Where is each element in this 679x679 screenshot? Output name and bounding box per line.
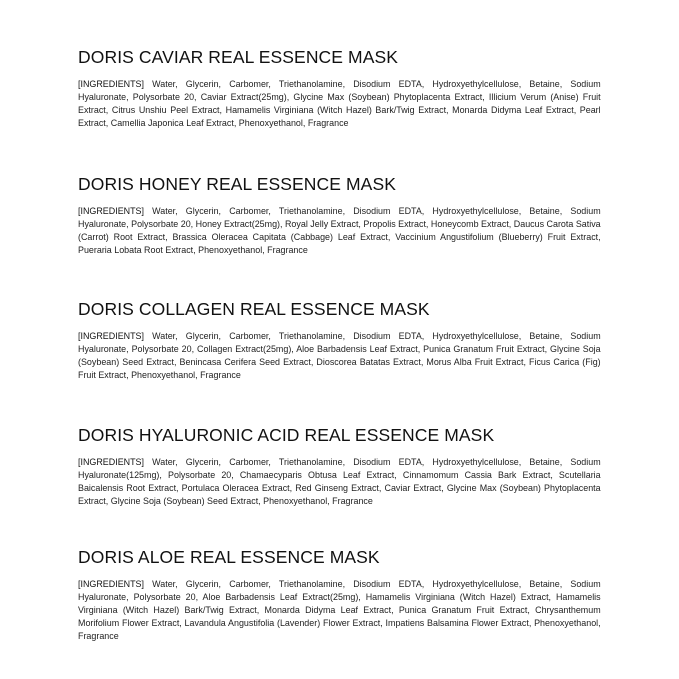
ingredients-label: [INGREDIENTS] bbox=[78, 79, 144, 90]
product-title: DORIS HYALURONIC ACID REAL ESSENCE MASK bbox=[78, 425, 495, 445]
ingredients-label: [INGREDIENTS] bbox=[78, 579, 144, 590]
ingredients-list: Water, Glycerin, Carbomer, Triethanolamine, Disodium EDTA, Hydroxyethylcellulose, Betaine, Sodium Hyaluronate, Polysorbate 20, Aloe Barbadensis Leaf Extract(25mg), Hamamelis Virginiana (Witch Hazel) Extract, Hamamelis Virginiana (Witch Hazel) Bark/Twig Extract, Monarda Didyma Leaf Extract, Punica Granatum Fruit Extract, Chrysanthemum Morifolium Flower Extract, Lavandula Angustifolia (Lavender) Flower Extract, Impatiens Balsamina Flower Extract, Phenoxyethanol, Fragrance bbox=[78, 579, 601, 643]
product-title: DORIS COLLAGEN REAL ESSENCE MASK bbox=[78, 299, 430, 319]
ingredients-text bbox=[78, 78, 601, 130]
product-title: DORIS ALOE REAL ESSENCE MASK bbox=[78, 547, 380, 567]
product-title: DORIS CAVIAR REAL ESSENCE MASK bbox=[78, 47, 399, 67]
ingredients-text bbox=[78, 205, 601, 257]
ingredients-list: Water, Glycerin, Carbomer, Triethanolamine, Disodium EDTA, Hydroxyethylcellulose, Betaine, Sodium Hyaluronate, Polysorbate 20, Caviar Extract(25mg), Glycine Max (Soybean) Phytoplacenta Extract, Illicium Verum (Anise) Fruit Extract, Citrus Unshiu Peel Extract, Hamamelis Virginiana (Witch Hazel) Bark/Twig Extract, Monarda Didyma Leaf Extract, Pearl Extract, Camellia Japonica Leaf Extract, Phenoxyethanol, Fragrance bbox=[78, 79, 601, 130]
ingredients-list: Water, Glycerin, Carbomer, Triethanolamine, Disodium EDTA, Hydroxyethylcellulose, Betaine, Sodium Hyaluronate(125mg), Polysorbate 20, Chamaecyparis Obtusa Leaf Extract, Cinnamomum Cassia Bark Extract, Scutellaria Baicalensis Root Extract, Portulaca Oleracea Extract, Red Ginseng Extract, Caviar Extract, Glycine Max (Soybean) Phytoplacenta Extract, Glycine Soja (Soybean) Seed Extract, Phenoxyethanol, Fragrance bbox=[78, 457, 601, 508]
product-honey bbox=[78, 173, 600, 257]
ingredients-text bbox=[78, 578, 601, 643]
ingredients-list: Water, Glycerin, Carbomer, Triethanolamine, Disodium EDTA, Hydroxyethylcellulose, Betaine, Sodium Hyaluronate, Polysorbate 20, Honey Extract(25mg), Royal Jelly Extract, Propolis Extract, Honeycomb Extract, Daucus Carota Sativa (Carrot) Root Extract, Brassica Oleracea Capitata (Cabbage) Leaf Extract, Vaccinium Angustifolium (Blueberry) Fruit Extract, Pueraria Lobata Root Extract, Phenoxyethanol, Fragrance bbox=[78, 206, 601, 257]
product-caviar bbox=[78, 46, 600, 130]
product-aloe bbox=[78, 546, 600, 643]
product-title: DORIS HONEY REAL ESSENCE MASK bbox=[78, 174, 396, 194]
ingredients-list: Water, Glycerin, Carbomer, Triethanolamine, Disodium EDTA, Hydroxyethylcellulose, Betaine, Sodium Hyaluronate, Polysorbate 20, Collagen Extract(25mg), Aloe Barbadensis Leaf Extract, Punica Granatum Fruit Extract, Glycine Soja (Soybean) Seed Extract, Benincasa Cerifera Seed Extract, Dioscorea Batatas Extract, Morus Alba Fruit Extract, Ficus Carica (Fig) Fruit Extract, Phenoxyethanol, Fragrance bbox=[78, 331, 601, 382]
product-hyaluronic-acid bbox=[78, 424, 600, 508]
ingredients-label: [INGREDIENTS] bbox=[78, 206, 144, 217]
product-collagen bbox=[78, 298, 600, 382]
ingredients-label: [INGREDIENTS] bbox=[78, 331, 144, 342]
ingredients-text bbox=[78, 456, 601, 508]
ingredients-text bbox=[78, 330, 601, 382]
ingredients-label: [INGREDIENTS] bbox=[78, 457, 144, 468]
